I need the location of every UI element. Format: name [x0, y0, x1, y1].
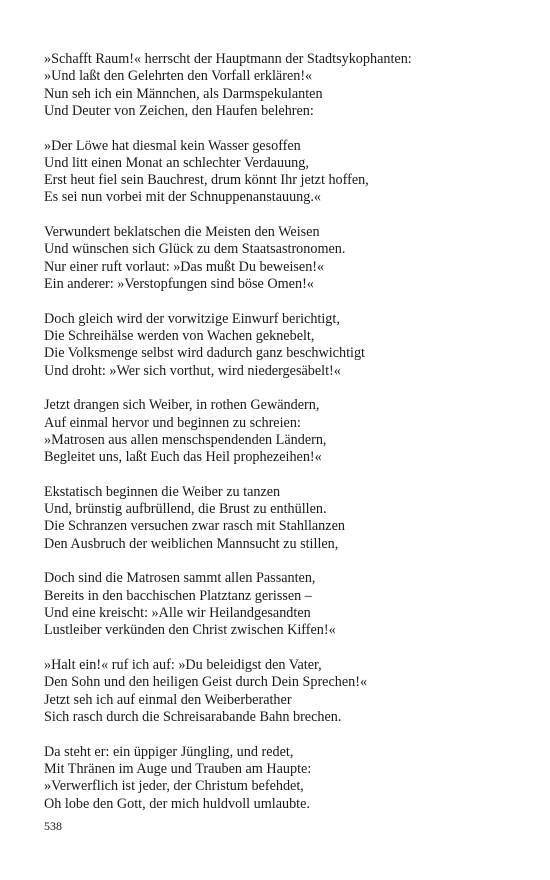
verse-line: Nun seh ich ein Männchen, als Darmspekulanten — [44, 85, 323, 102]
verse-line: Und Deuter von Zeichen, den Haufen belehren: — [44, 102, 314, 119]
verse-line: Doch gleich wird der vorwitzige Einwurf berichtigt, — [44, 310, 340, 327]
verse-line: Ein anderer: »Verstopfungen sind böse Omen!« — [44, 276, 314, 293]
verse-line: Die Schranzen versuchen zwar rasch mit Stahllanzen — [44, 518, 345, 535]
verse-line: »Halt ein!« ruf ich auf: »Du beleidigst den Vater, — [44, 657, 322, 674]
verse-line: Auf einmal hervor und beginnen zu schreien: — [44, 414, 301, 431]
verse-line: Den Ausbruch der weiblichen Mannsucht zu stillen, — [44, 535, 339, 552]
verse-line: Und, brünstig aufbrüllend, die Brust zu enthüllen. — [44, 501, 327, 518]
verse-line: Sich rasch durch die Schreisarabande Bahn brechen. — [44, 708, 342, 725]
verse-line: Da steht er: ein üppiger Jüngling, und redet, — [44, 743, 294, 760]
verse-line: Bereits in den bacchischen Platztanz gerissen – — [44, 587, 312, 604]
verse-line: Und litt einen Monat an schlechter Verdauung, — [44, 154, 309, 171]
verse-line: Den Sohn und den heiligen Geist durch Dein Sprechen!« — [44, 674, 368, 691]
poem-body — [44, 51, 514, 830]
verse-line: Jetzt drangen sich Weiber, in rothen Gewändern, — [44, 397, 320, 414]
verse-line: Verwundert beklatschen die Meisten den Weisen — [44, 224, 320, 241]
verse-line: Begleitet uns, laßt Euch das Heil prophezeihen!« — [44, 449, 322, 466]
verse-line: Erst heut fiel sein Bauchrest, drum könnt Ihr jetzt hoffen, — [44, 172, 369, 189]
verse-line: »Und laßt den Gelehrten den Vorfall erklären!« — [44, 68, 313, 85]
stanza-7 — [44, 570, 514, 639]
verse-line: Es sei nun vorbei mit der Schnuppenanstauung.« — [44, 189, 322, 206]
verse-line: Die Schreihälse werden von Wachen geknebelt, — [44, 328, 315, 345]
verse-line: Doch sind die Matrosen sammt allen Passanten, — [44, 570, 316, 587]
verse-line: »Schafft Raum!« herrscht der Hauptmann der Stadtsykophanten: — [44, 51, 412, 67]
verse-line: Jetzt seh ich auf einmal den Weiberberather — [44, 691, 292, 708]
verse-line: Ekstatisch beginnen die Weiber zu tanzen — [44, 483, 281, 500]
stanza-4 — [44, 311, 514, 380]
verse-line: Oh lobe den Gott, der mich huldvoll umlaubte. — [44, 795, 310, 812]
verse-line: Und eine kreischt: »Alle wir Heilandgesandten — [44, 605, 311, 622]
stanza-3 — [44, 224, 514, 293]
verse-line: Nur einer ruft vorlaut: »Das mußt Du beweisen!« — [44, 258, 325, 275]
page-number: 538 — [44, 819, 62, 833]
stanza-9 — [44, 744, 514, 813]
stanza-1 — [44, 51, 514, 120]
stanza-8 — [44, 657, 514, 726]
verse-line: Die Volksmenge selbst wird dadurch ganz beschwichtigt — [44, 345, 365, 362]
verse-line: Mit Thränen im Auge und Trauben am Haupte: — [44, 760, 312, 777]
stanza-5 — [44, 397, 514, 466]
verse-line: Und wünschen sich Glück zu dem Staatsastronomen. — [44, 241, 346, 258]
verse-line: »Matrosen aus allen menschspendenden Ländern, — [44, 431, 327, 448]
verse-line: »Verwerflich ist jeder, der Christum befehdet, — [44, 778, 304, 795]
verse-line: »Der Löwe hat diesmal kein Wasser gesoffen — [44, 137, 301, 154]
stanza-6 — [44, 484, 514, 553]
verse-line: Lustleiber verkünden den Christ zwischen Kiffen!« — [44, 622, 336, 639]
stanza-2 — [44, 138, 514, 207]
verse-line: Und droht: »Wer sich vorthut, wird niedergesäbelt!« — [44, 362, 341, 379]
